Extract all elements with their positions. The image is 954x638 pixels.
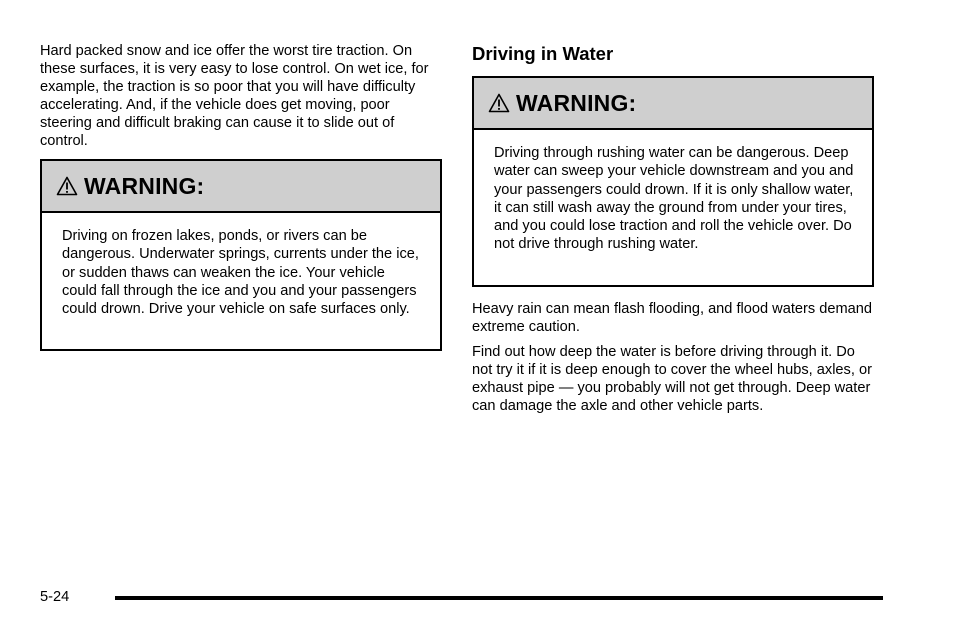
warning-triangle-icon (488, 93, 510, 113)
footer-rule (115, 596, 883, 600)
warning-title: WARNING: (84, 172, 205, 199)
warning-body (42, 213, 440, 330)
warning-header (42, 161, 440, 213)
snow-ice-paragraph: Hard packed snow and ice offer the worst tire traction. On these surfaces, it is very easy to lose control. On wet ice, for example, the traction is so poor that you will have difficulty accelerating. And, if the vehicle does get moving, poor steering and difficult braking can cause it to slide out of control. (40, 43, 429, 150)
warning-box-frozen-lakes (40, 159, 442, 351)
water-depth-paragraph: Find out how deep the water is before driving through it. Do not try it if it is deep enough to cover the wheel hubs, axles, or exhaust pipe — you probably will not get through. Deep water can damage the axle and other vehicle parts. (472, 344, 872, 415)
warning-text: Driving on frozen lakes, ponds, or rivers can be dangerous. Underwater springs, currents under the ice, or sudden thaws can weaken the ice. Your vehicle could fall through the ice and you and your passengers could drown. Drive your vehicle on safe surfaces only. (62, 228, 419, 318)
warning-box-rushing-water (472, 76, 874, 287)
section-heading: Driving in Water (472, 43, 614, 64)
warning-text: Driving through rushing water can be dangerous. Deep water can sweep your vehicle downstream and you and your passengers could drown. If it is only shallow water, it can still wash away the ground from under your tires, and you could lose traction and roll the vehicle over. Do not drive through rushing water. (494, 145, 854, 253)
warning-header (474, 78, 872, 130)
flash-flooding-paragraph: Heavy rain can mean flash flooding, and flood waters demand extreme caution. (472, 301, 872, 336)
warning-triangle-icon (56, 176, 78, 196)
warning-body (474, 130, 872, 266)
page-number: 5-24 (40, 589, 70, 605)
warning-title: WARNING: (516, 89, 637, 116)
